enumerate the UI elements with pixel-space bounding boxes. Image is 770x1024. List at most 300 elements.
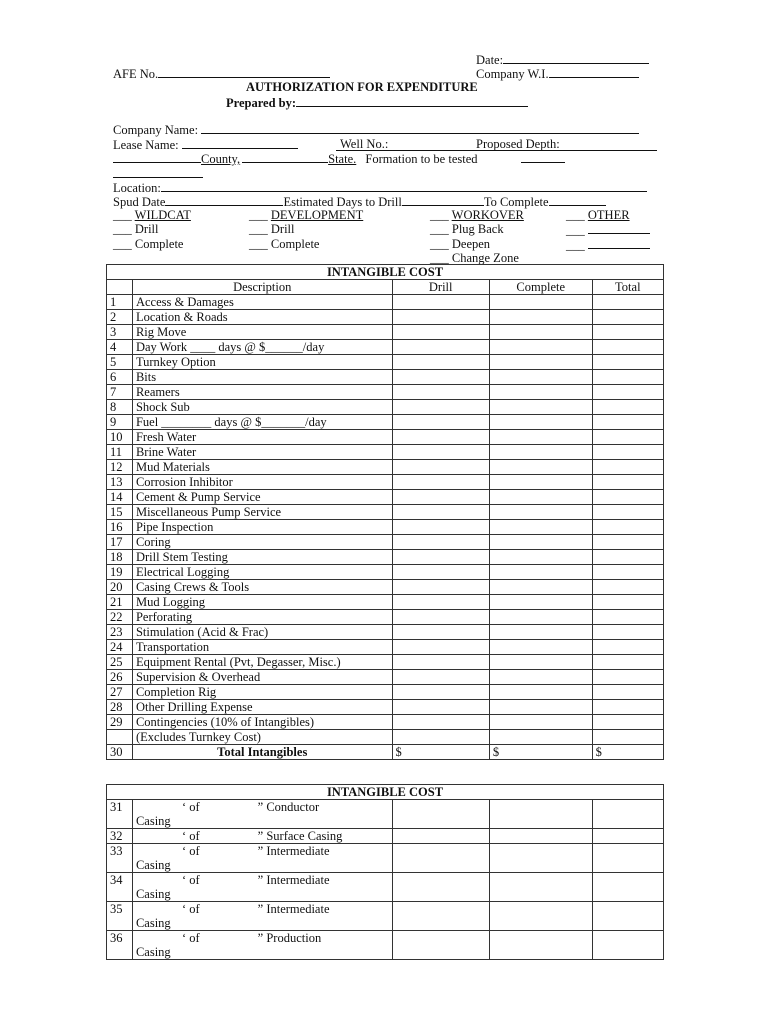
row-number: 11 — [107, 445, 133, 460]
total-cell[interactable] — [592, 355, 663, 370]
column-header-description: Description — [132, 280, 392, 295]
row-number: 15 — [107, 505, 133, 520]
row-number: 17 — [107, 535, 133, 550]
casing-type: ” Conductor — [257, 800, 320, 814]
drill-cell[interactable] — [392, 902, 489, 931]
table-row — [107, 385, 664, 400]
row-description: Day Work ____ days @ $______/day — [132, 340, 392, 355]
drill-cell[interactable] — [392, 430, 489, 445]
drill-cell[interactable] — [392, 310, 489, 325]
wildcat-label: WILDCAT — [134, 208, 191, 222]
other-option[interactable] — [566, 208, 630, 222]
row-number: 13 — [107, 475, 133, 490]
total-cell[interactable] — [592, 829, 663, 844]
location-blank[interactable] — [161, 180, 647, 192]
column-header-total: Total — [592, 280, 663, 295]
total-cell[interactable] — [592, 445, 663, 460]
casing-line — [136, 844, 389, 858]
complete-cell[interactable] — [489, 310, 592, 325]
casing-type: ” Intermediate — [257, 902, 330, 916]
total-cell[interactable] — [592, 565, 663, 580]
row-description: Location & Roads — [132, 310, 392, 325]
casing-description — [132, 931, 392, 960]
total-cell[interactable] — [592, 460, 663, 475]
table-row — [107, 325, 664, 340]
table-row — [107, 800, 664, 829]
total-cell[interactable] — [592, 400, 663, 415]
deepen-option[interactable] — [430, 237, 490, 251]
formation-label: Formation to be tested — [365, 152, 478, 166]
row-description: Turnkey Option — [132, 355, 392, 370]
casing-description — [132, 902, 392, 931]
drill-cell[interactable] — [392, 355, 489, 370]
to-complete-blank[interactable] — [549, 194, 606, 206]
row-number: 8 — [107, 400, 133, 415]
row-number: 5 — [107, 355, 133, 370]
complete-cell[interactable] — [489, 902, 592, 931]
drill-cell[interactable] — [392, 475, 489, 490]
well-no-field — [336, 137, 476, 151]
casing-type: ” Surface Casing — [257, 829, 343, 843]
county-label: County, — [201, 152, 241, 166]
complete-cell[interactable] — [489, 490, 592, 505]
row-description: Fuel ________ days @ $_______/day — [132, 415, 392, 430]
drill-cell[interactable] — [392, 565, 489, 580]
row-number: 6 — [107, 370, 133, 385]
est-days-label: Estimated Days to Drill — [283, 195, 402, 209]
table-row — [107, 655, 664, 670]
table-row — [107, 340, 664, 355]
complete-cell[interactable] — [489, 445, 592, 460]
grand-total-cell[interactable]: $ — [592, 745, 663, 760]
row-description: Casing Crews & Tools — [132, 580, 392, 595]
casing-line-2: Casing — [135, 858, 171, 872]
complete-cell[interactable] — [489, 295, 592, 310]
proposed-depth-label: Proposed Depth: — [476, 137, 560, 151]
row-description: Transportation — [132, 640, 392, 655]
total-cell[interactable] — [592, 655, 663, 670]
row-description: Perforating — [132, 610, 392, 625]
table-title: INTANGIBLE COST — [107, 785, 664, 800]
row-description: Electrical Logging — [132, 565, 392, 580]
total-cell[interactable] — [592, 580, 663, 595]
total-cell[interactable] — [592, 505, 663, 520]
afe-field — [113, 66, 330, 81]
total-cell[interactable] — [592, 490, 663, 505]
drill-cell[interactable] — [392, 640, 489, 655]
row-description: Contingencies (10% of Intangibles) — [132, 715, 392, 730]
drill-cell[interactable] — [392, 595, 489, 610]
drill-cell[interactable] — [392, 445, 489, 460]
complete-cell[interactable] — [489, 580, 592, 595]
spud-date-row — [113, 194, 606, 209]
complete-cell[interactable] — [489, 460, 592, 475]
complete-cell[interactable] — [489, 655, 592, 670]
table-row — [107, 829, 664, 844]
drill-cell[interactable] — [392, 580, 489, 595]
blank: ___ — [430, 251, 449, 265]
complete-cell[interactable] — [489, 385, 592, 400]
complete-cell[interactable] — [489, 844, 592, 873]
row-number: 18 — [107, 550, 133, 565]
total-cell[interactable] — [592, 520, 663, 535]
complete-cell[interactable] — [489, 505, 592, 520]
complete-cell[interactable] — [489, 565, 592, 580]
drill-cell[interactable] — [392, 295, 489, 310]
of-text: ‘ of — [181, 873, 200, 887]
blank: ___ — [113, 222, 132, 236]
row-description: Bits — [132, 370, 392, 385]
afe-label: AFE No. — [113, 67, 159, 81]
table-row — [107, 475, 664, 490]
row-description: Fresh Water — [132, 430, 392, 445]
blank: ___ — [430, 237, 449, 251]
complete-cell[interactable] — [489, 829, 592, 844]
drill-cell[interactable] — [392, 535, 489, 550]
blank: ___ — [113, 237, 132, 251]
complete-cell[interactable] — [489, 340, 592, 355]
county-blank[interactable] — [113, 151, 201, 163]
total-row — [107, 745, 664, 760]
table-row — [107, 625, 664, 640]
complete-cell[interactable] — [489, 475, 592, 490]
well-no-label: Well No.: — [340, 137, 389, 151]
total-cell[interactable] — [592, 430, 663, 445]
total-cell[interactable] — [592, 325, 663, 340]
column-header-drill: Drill — [392, 280, 489, 295]
complete-cell[interactable] — [489, 715, 592, 730]
row-number: 30 — [107, 745, 133, 760]
row-number: 10 — [107, 430, 133, 445]
table-row — [107, 415, 664, 430]
formation-blank-2[interactable] — [113, 166, 203, 181]
row-number: 4 — [107, 340, 133, 355]
drill-cell[interactable] — [392, 400, 489, 415]
workover-option[interactable] — [430, 208, 524, 222]
prepared-by-blank[interactable] — [296, 95, 528, 107]
table-row — [107, 460, 664, 475]
table-row — [107, 430, 664, 445]
drill-cell[interactable] — [392, 844, 489, 873]
table-title: INTANGIBLE COST — [107, 265, 664, 280]
row-description: Completion Rig — [132, 685, 392, 700]
drill-cell[interactable] — [392, 415, 489, 430]
casing-line-2: Casing — [135, 916, 171, 930]
proposed-depth-field — [476, 137, 657, 151]
spud-date-label: Spud Date — [113, 195, 166, 209]
row-number: 36 — [107, 931, 133, 960]
other-blank-2[interactable] — [566, 237, 650, 252]
complete-cell[interactable] — [489, 370, 592, 385]
afe-blank[interactable] — [158, 66, 330, 78]
company-wi-field — [476, 66, 639, 81]
complete-cell[interactable] — [489, 800, 592, 829]
drill-cell[interactable] — [392, 550, 489, 565]
change-zone-option[interactable] — [430, 251, 519, 265]
prepared-by-field — [226, 95, 528, 110]
table-row — [107, 400, 664, 415]
deepen-label: Deepen — [451, 237, 491, 251]
complete-cell[interactable] — [489, 700, 592, 715]
drill-cell[interactable] — [392, 700, 489, 715]
company-name-field — [113, 122, 639, 137]
complete-cell[interactable] — [489, 520, 592, 535]
to-complete-label: To Complete — [483, 195, 549, 209]
casing-type: ” Intermediate — [257, 873, 330, 887]
total-cell[interactable] — [592, 640, 663, 655]
complete-cell[interactable] — [489, 535, 592, 550]
complete-cell[interactable] — [489, 730, 592, 745]
complete-cell[interactable] — [489, 415, 592, 430]
total-cell[interactable] — [592, 415, 663, 430]
drill-cell[interactable] — [392, 829, 489, 844]
total-cell[interactable] — [592, 295, 663, 310]
date-blank[interactable] — [503, 52, 649, 64]
complete-cell[interactable] — [489, 685, 592, 700]
complete-cell[interactable] — [489, 931, 592, 960]
drill-total-cell[interactable]: $ — [392, 745, 489, 760]
change-zone-label: Change Zone — [451, 251, 519, 265]
location-label: Location: — [113, 181, 161, 195]
drill-cell[interactable] — [392, 325, 489, 340]
lease-name-blank[interactable] — [182, 137, 298, 149]
complete-cell[interactable] — [489, 400, 592, 415]
casing-description — [132, 873, 392, 902]
row-description: Equipment Rental (Pvt, Degasser, Misc.) — [132, 655, 392, 670]
row-number: 34 — [107, 873, 133, 902]
total-cell[interactable] — [592, 370, 663, 385]
wildcat-option[interactable] — [113, 208, 191, 222]
development-label: DEVELOPMENT — [270, 208, 364, 222]
row-description: Drill Stem Testing — [132, 550, 392, 565]
table-row — [107, 700, 664, 715]
drill-cell[interactable] — [392, 931, 489, 960]
drill-cell[interactable] — [392, 730, 489, 745]
of-text: ‘ of — [181, 829, 200, 843]
row-number: 2 — [107, 310, 133, 325]
casing-line-2: Casing — [135, 887, 171, 901]
location-field — [113, 180, 647, 195]
company-wi-blank[interactable] — [549, 66, 639, 78]
drill-cell[interactable] — [392, 490, 489, 505]
complete-cell[interactable] — [489, 355, 592, 370]
row-number: 27 — [107, 685, 133, 700]
total-cell[interactable] — [592, 550, 663, 565]
casing-type: ” Production — [257, 931, 322, 945]
column-header-complete: Complete — [489, 280, 592, 295]
well-no-blank[interactable] — [336, 137, 476, 151]
casing-description — [132, 800, 392, 829]
row-number: 26 — [107, 670, 133, 685]
proposed-depth-blank[interactable] — [476, 137, 657, 151]
drill-cell[interactable] — [392, 610, 489, 625]
total-cell[interactable] — [592, 715, 663, 730]
company-name-blank[interactable] — [201, 122, 639, 134]
total-cell[interactable] — [592, 625, 663, 640]
complete-label: Complete — [134, 237, 184, 251]
table-row — [107, 490, 664, 505]
row-number: 28 — [107, 700, 133, 715]
wildcat-complete-option[interactable] — [113, 237, 183, 251]
row-description: Mud Materials — [132, 460, 392, 475]
total-cell[interactable] — [592, 610, 663, 625]
row-number: 20 — [107, 580, 133, 595]
total-intangibles-label: Total Intangibles — [132, 745, 392, 760]
row-description: Reamers — [132, 385, 392, 400]
blank: ___ — [566, 238, 585, 252]
total-cell[interactable] — [592, 475, 663, 490]
table-row — [107, 550, 664, 565]
blank: ___ — [430, 208, 449, 222]
formation-blank[interactable] — [521, 151, 565, 163]
prepared-by-label: Prepared by: — [226, 96, 297, 110]
table-row — [107, 640, 664, 655]
complete-cell[interactable] — [489, 595, 592, 610]
row-number: 7 — [107, 385, 133, 400]
state-blank[interactable] — [242, 151, 328, 163]
blank: ___ — [566, 223, 585, 237]
casing-line — [136, 873, 389, 887]
total-cell[interactable] — [592, 700, 663, 715]
casing-type: ” Intermediate — [257, 844, 330, 858]
total-cell[interactable] — [592, 310, 663, 325]
table-row — [107, 873, 664, 902]
spud-date-blank[interactable] — [165, 194, 283, 206]
total-cell[interactable] — [592, 902, 663, 931]
table-row — [107, 730, 664, 745]
row-description: Access & Damages — [132, 295, 392, 310]
workover-label: WORKOVER — [451, 208, 524, 222]
plug-back-option[interactable] — [430, 222, 504, 236]
company-name-label: Company Name: — [113, 123, 199, 137]
table-row — [107, 505, 664, 520]
total-cell[interactable] — [592, 685, 663, 700]
table-row — [107, 931, 664, 960]
drill-cell[interactable] — [392, 670, 489, 685]
table-row — [107, 295, 664, 310]
drill-cell[interactable] — [392, 715, 489, 730]
total-cell[interactable] — [592, 670, 663, 685]
complete-cell[interactable] — [489, 640, 592, 655]
row-description: Mud Logging — [132, 595, 392, 610]
est-days-blank[interactable] — [402, 194, 484, 206]
total-cell[interactable] — [592, 844, 663, 873]
document-title: AUTHORIZATION FOR EXPENDITURE — [246, 80, 478, 94]
drill-cell[interactable] — [392, 505, 489, 520]
county-state-row — [113, 151, 565, 166]
blank: ___ — [249, 208, 268, 222]
row-description: Brine Water — [132, 445, 392, 460]
drill-cell[interactable] — [392, 340, 489, 355]
row-number: 31 — [107, 800, 133, 829]
drill-cell[interactable] — [392, 655, 489, 670]
drill-cell[interactable] — [392, 520, 489, 535]
intangible-cost-table — [106, 264, 664, 760]
casing-line — [136, 931, 389, 945]
table-row — [107, 902, 664, 931]
blank: ___ — [249, 222, 268, 236]
total-cell[interactable] — [592, 385, 663, 400]
row-number: 35 — [107, 902, 133, 931]
table-row — [107, 844, 664, 873]
of-text: ‘ of — [181, 844, 200, 858]
of-text: ‘ of — [181, 902, 200, 916]
casing-cost-table — [106, 784, 664, 960]
total-cell[interactable] — [592, 340, 663, 355]
total-cell[interactable] — [592, 595, 663, 610]
row-description: Supervision & Overhead — [132, 670, 392, 685]
drill-cell[interactable] — [392, 625, 489, 640]
row-number: 19 — [107, 565, 133, 580]
row-number — [107, 730, 133, 745]
complete-total-cell[interactable]: $ — [489, 745, 592, 760]
casing-line-2: Casing — [135, 814, 171, 828]
complete-cell[interactable] — [489, 873, 592, 902]
row-description: Coring — [132, 535, 392, 550]
table-row — [107, 565, 664, 580]
development-option[interactable] — [249, 208, 363, 222]
total-cell[interactable] — [592, 535, 663, 550]
lease-name-field — [113, 137, 298, 152]
total-cell[interactable] — [592, 800, 663, 829]
development-drill-option[interactable] — [249, 222, 294, 236]
drill-cell[interactable] — [392, 873, 489, 902]
casing-line — [136, 800, 389, 814]
of-text: ‘ of — [181, 800, 200, 814]
row-number: 25 — [107, 655, 133, 670]
complete-cell[interactable] — [489, 625, 592, 640]
other-blank-1[interactable] — [566, 222, 650, 237]
casing-description — [132, 844, 392, 873]
wildcat-drill-option[interactable] — [113, 222, 158, 236]
column-header-number — [107, 280, 133, 295]
table-row — [107, 595, 664, 610]
drill-cell[interactable] — [392, 370, 489, 385]
row-number: 22 — [107, 610, 133, 625]
row-number: 21 — [107, 595, 133, 610]
table-row — [107, 685, 664, 700]
casing-line-2: Casing — [135, 945, 171, 959]
casing-line — [136, 829, 389, 843]
total-cell[interactable] — [592, 931, 663, 960]
table-row — [107, 355, 664, 370]
drill-label: Drill — [270, 222, 295, 236]
row-description: (Excludes Turnkey Cost) — [132, 730, 392, 745]
complete-cell[interactable] — [489, 610, 592, 625]
row-number: 32 — [107, 829, 133, 844]
row-description: Miscellaneous Pump Service — [132, 505, 392, 520]
drill-cell[interactable] — [392, 385, 489, 400]
total-cell[interactable] — [592, 730, 663, 745]
row-number: 1 — [107, 295, 133, 310]
row-description: Corrosion Inhibitor — [132, 475, 392, 490]
row-number: 33 — [107, 844, 133, 873]
complete-cell[interactable] — [489, 430, 592, 445]
development-complete-option[interactable] — [249, 237, 319, 251]
complete-cell[interactable] — [489, 670, 592, 685]
casing-line — [136, 902, 389, 916]
drill-cell[interactable] — [392, 800, 489, 829]
total-cell[interactable] — [592, 873, 663, 902]
table-row — [107, 580, 664, 595]
drill-cell[interactable] — [392, 460, 489, 475]
complete-cell[interactable] — [489, 550, 592, 565]
drill-cell[interactable] — [392, 685, 489, 700]
blank: ___ — [430, 222, 449, 236]
row-number: 16 — [107, 520, 133, 535]
complete-cell[interactable] — [489, 325, 592, 340]
table-row — [107, 445, 664, 460]
